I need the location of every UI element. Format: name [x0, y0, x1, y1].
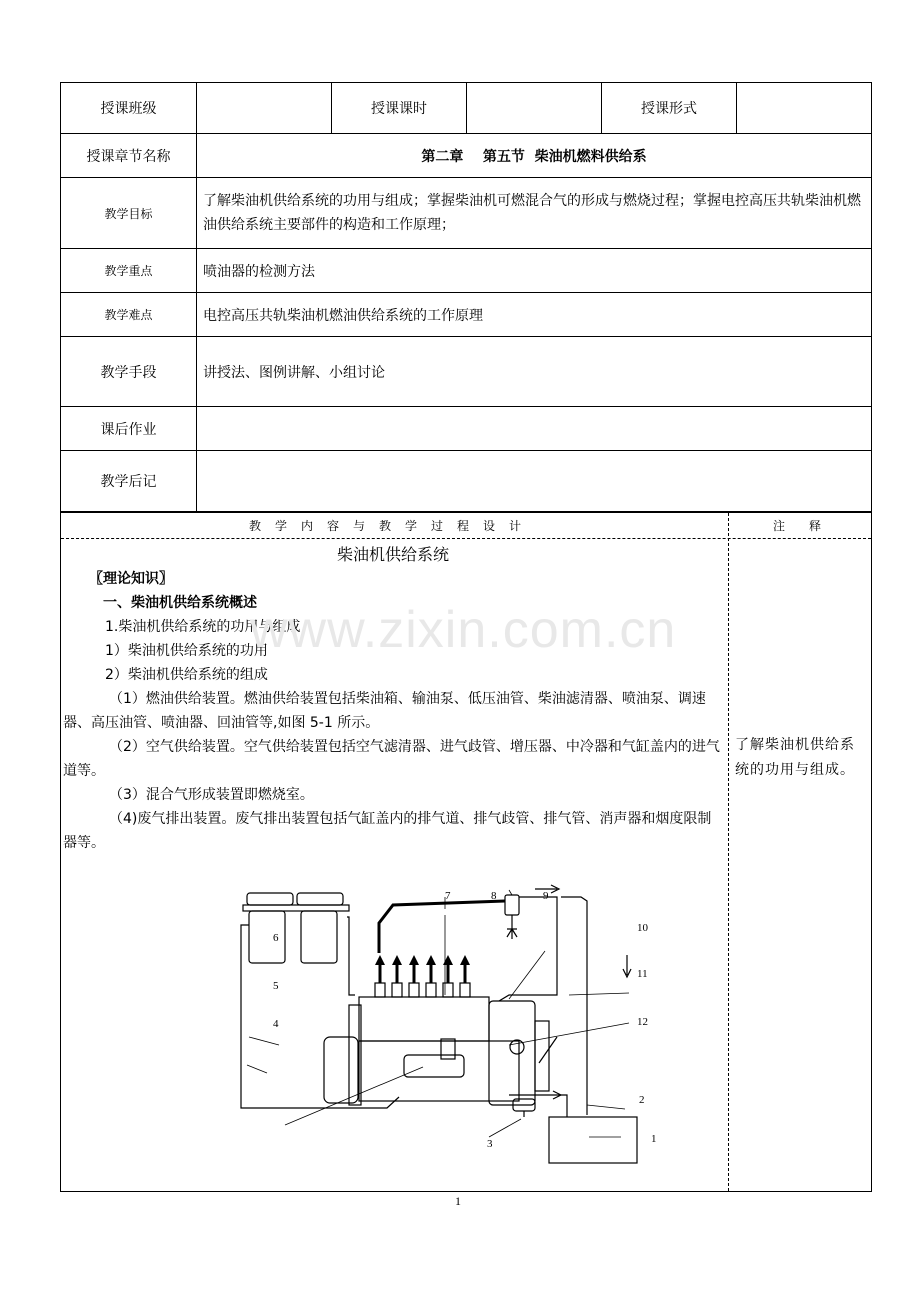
fuel-system-diagram: [209, 865, 669, 1150]
goal-label: 教学目标: [61, 178, 197, 249]
hours-label: 授课课时: [332, 83, 467, 134]
key-point-value: 喷油器的检测方法: [197, 249, 872, 293]
form-label: 授课形式: [602, 83, 737, 134]
difficulty-label: 教学难点: [61, 293, 197, 337]
governor-lever: [539, 1037, 557, 1063]
key-point-label: 教学重点: [61, 249, 197, 293]
filter-outlet-line: [347, 917, 355, 995]
homework-value: [197, 407, 872, 451]
paragraph: 2）柴油机供给系统的组成: [105, 667, 268, 683]
label-10: 10: [637, 922, 648, 934]
label-12: 12: [637, 1016, 648, 1028]
paragraph: （1）燃油供给装置。燃油供给装置包括柴油箱、输油泵、低压油管、柴油滤清器、喷油泵、调速器、高压油管、喷油器、回油管等,如图 5-1 所示。: [63, 691, 706, 731]
column-divider: [728, 513, 729, 1191]
leader-lines: [247, 890, 629, 1137]
diagram-labels: [273, 890, 657, 1150]
design-column-header: 教学内容与教学过程设计: [249, 519, 536, 533]
label-2: 2: [639, 1094, 645, 1106]
return-line: [499, 897, 557, 1001]
governor-plug: [510, 1040, 524, 1054]
teaching-design-section: [60, 512, 872, 1192]
method-value: 讲授法、图例讲解、小组讨论: [197, 337, 872, 407]
pump-lower: [359, 1041, 519, 1101]
label-7: 7: [445, 890, 451, 902]
paragraph: （2）空气供给装置。空气供给装置包括空气滤清器、进气歧管、增压器、中冷器和气缸盖内的进气道等。: [63, 739, 720, 779]
arrow-heads: [375, 955, 470, 965]
delivery-valves: [375, 983, 470, 997]
paragraph: 1.柴油机供给系统的功用与组成: [105, 619, 301, 635]
drive-coupling: [324, 1037, 358, 1103]
chapter-title: 第二章 第五节 柴油机燃料供给系: [197, 134, 872, 178]
paragraph: 1）柴油机供给系统的功用: [105, 643, 268, 659]
filter-bowl-left: [249, 911, 285, 963]
page-number: 1: [455, 1194, 461, 1208]
lesson-content: [63, 543, 723, 855]
label-11: 11: [637, 968, 648, 980]
governor-housing: [489, 1001, 535, 1105]
injector-spray: [507, 915, 517, 939]
label-1: 1: [651, 1133, 657, 1145]
injector: [505, 895, 519, 915]
class-label: 授课班级: [61, 83, 197, 134]
filter-bracket: [243, 905, 349, 911]
chapter-label: 授课章节名称: [61, 134, 197, 178]
form-value: [737, 83, 872, 134]
fuel-tank: [549, 1117, 637, 1163]
annotation-note: 了解柴油机供给系统的功用与组成。: [735, 737, 855, 778]
goal-value: 了解柴油机供给系统的功用与组成；掌握柴油机可燃混合气的形成与燃烧过程；掌握电控高压共轨柴油机燃油供给系统主要部件的构造和工作原理；: [197, 178, 872, 249]
postscript-label: 教学后记: [61, 451, 197, 512]
method-label: 教学手段: [61, 337, 197, 407]
paragraph: （3）混合气形成装置即燃烧室。: [109, 787, 314, 803]
filter-bowl-right: [301, 911, 337, 963]
theory-heading: 〖理论知识〗: [89, 571, 173, 587]
label-5: 5: [273, 980, 279, 992]
lesson-header-table: [60, 82, 872, 512]
section-title: 柴油机供给系统: [336, 545, 449, 564]
tank-supply-line: [509, 1095, 567, 1117]
high-pressure-arrows: [380, 963, 465, 983]
paragraph: （4)废气排出装置。废气排出装置包括气缸盖内的排气道、排气歧管、排气管、消声器和烟度限制器等。: [63, 811, 712, 851]
flow-arrow-down: [623, 955, 631, 977]
note-column-header: 注释: [773, 519, 846, 533]
difficulty-value: 电控高压共轨柴油机燃油供给系统的工作原理: [197, 293, 872, 337]
low-pressure-line: [241, 925, 399, 1108]
fuel-inlet-4: [441, 1039, 455, 1059]
pump-upper: [359, 997, 489, 1041]
hours-value: [467, 83, 602, 134]
label-4: 4: [273, 1018, 279, 1030]
high-pressure-line: [379, 901, 505, 953]
filter-cap-left: [247, 893, 293, 905]
overview-heading: 一、柴油机供给系统概述: [103, 595, 257, 611]
class-value: [197, 83, 332, 134]
label-6: 6: [273, 932, 279, 944]
homework-label: 课后作业: [61, 407, 197, 451]
header-divider: [61, 538, 871, 539]
label-3: 3: [487, 1138, 493, 1150]
governor-lever-housing: [535, 1021, 549, 1091]
label-8: 8: [491, 890, 497, 902]
postscript-value: [197, 451, 872, 512]
return-line-outer: [561, 897, 587, 1115]
filter-cap-right: [297, 893, 343, 905]
watermark: www.zixin.com.cn: [250, 601, 677, 659]
label-9: 9: [543, 890, 549, 902]
